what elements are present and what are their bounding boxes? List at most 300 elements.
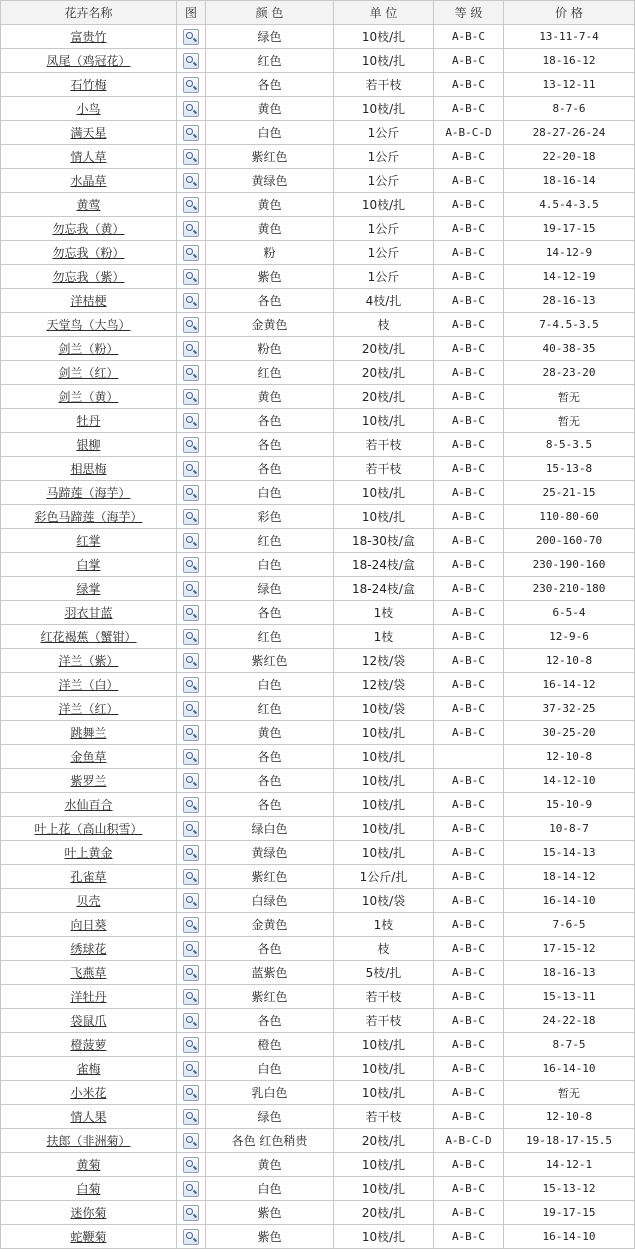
price-cell: 13-11-7-4 — [504, 25, 635, 49]
flower-name-link[interactable]: 叶上花（高山积雪） — [34, 822, 143, 836]
color-cell: 乳白色 — [206, 1081, 334, 1105]
magnifier-icon[interactable] — [183, 53, 199, 69]
magnifier-icon[interactable] — [183, 1133, 199, 1149]
color-cell: 各色 — [206, 1009, 334, 1033]
magnifier-icon[interactable] — [183, 173, 199, 189]
flower-name-link[interactable]: 叶上黄金 — [64, 846, 113, 860]
grade-cell: A-B-C — [434, 865, 504, 889]
magnifier-icon[interactable] — [183, 1229, 199, 1245]
flower-name-link[interactable]: 满天星 — [70, 126, 107, 140]
color-cell: 彩色 — [206, 505, 334, 529]
flower-name-link[interactable]: 情人草 — [70, 150, 107, 164]
magnifier-icon[interactable] — [183, 965, 199, 981]
table-row — [1, 25, 635, 49]
magnifier-icon[interactable] — [183, 821, 199, 837]
view-image-cell — [177, 457, 206, 481]
flower-name-link[interactable]: 勿忘我（粉） — [52, 246, 125, 260]
magnifier-icon[interactable] — [183, 101, 199, 117]
price-cell: 6-5-4 — [504, 601, 635, 625]
color-cell: 橙色 — [206, 1033, 334, 1057]
flower-name-link[interactable]: 石竹梅 — [70, 78, 107, 92]
price-cell: 28-16-13 — [504, 289, 635, 313]
color-cell: 紫红色 — [206, 985, 334, 1009]
price-cell: 18-16-13 — [504, 961, 635, 985]
magnifier-icon[interactable] — [183, 413, 199, 429]
table-row — [1, 865, 635, 889]
view-image-cell — [177, 265, 206, 289]
unit-cell: 1枝 — [334, 625, 434, 649]
color-cell: 粉 — [206, 241, 334, 265]
view-image-cell — [177, 169, 206, 193]
view-image-cell — [177, 481, 206, 505]
flower-name-link[interactable]: 飞燕草 — [70, 966, 107, 980]
price-cell: 16-14-10 — [504, 1225, 635, 1249]
magnifier-icon[interactable] — [183, 989, 199, 1005]
flower-name-link[interactable]: 红花褐蕉（蟹钳） — [40, 630, 137, 644]
magnifier-icon[interactable] — [183, 1205, 199, 1221]
price-cell: 暂无 — [504, 385, 635, 409]
table-row — [1, 265, 635, 289]
view-image-cell — [177, 649, 206, 673]
unit-cell: 10枝/扎 — [334, 97, 434, 121]
flower-name-cell — [1, 985, 177, 1009]
flower-name-link[interactable]: 扶郎（非洲菊） — [46, 1134, 131, 1148]
price-cell: 12-9-6 — [504, 625, 635, 649]
unit-cell: 1枝 — [334, 913, 434, 937]
unit-cell: 10枝/扎 — [334, 793, 434, 817]
magnifier-icon[interactable] — [183, 461, 199, 477]
color-cell: 金黄色 — [206, 913, 334, 937]
grade-cell: A-B-C — [434, 265, 504, 289]
grade-cell: A-B-C — [434, 289, 504, 313]
view-image-cell — [177, 193, 206, 217]
view-image-cell — [177, 49, 206, 73]
view-image-cell — [177, 625, 206, 649]
unit-cell: 若干枝 — [334, 457, 434, 481]
view-image-cell — [177, 1009, 206, 1033]
flower-name-link[interactable]: 小鸟 — [76, 102, 101, 116]
color-cell: 紫红色 — [206, 649, 334, 673]
color-cell: 各色 — [206, 73, 334, 97]
grade-cell: A-B-C — [434, 1225, 504, 1249]
table-row — [1, 937, 635, 961]
price-cell: 200-160-70 — [504, 529, 635, 553]
flower-name-link[interactable]: 富贵竹 — [70, 30, 107, 44]
flower-name-link[interactable]: 天堂鸟（大鸟） — [46, 318, 131, 332]
price-cell: 8-5-3.5 — [504, 433, 635, 457]
table-row — [1, 769, 635, 793]
flower-name-link[interactable]: 银柳 — [76, 438, 101, 452]
color-cell: 各色 红色稍贵 — [206, 1129, 334, 1153]
color-cell: 绿色 — [206, 25, 334, 49]
magnifier-icon[interactable] — [183, 869, 199, 885]
flower-name-cell — [1, 193, 177, 217]
view-image-cell — [177, 673, 206, 697]
view-image-cell — [177, 1201, 206, 1225]
unit-cell: 1公斤 — [334, 145, 434, 169]
magnifier-icon[interactable] — [183, 341, 199, 357]
flower-name-cell — [1, 25, 177, 49]
table-row — [1, 481, 635, 505]
view-image-cell — [177, 769, 206, 793]
flower-name-link[interactable]: 剑兰（黄） — [58, 390, 119, 404]
flower-name-link[interactable]: 马蹄莲（海芋） — [46, 486, 131, 500]
table-row — [1, 313, 635, 337]
flower-name-cell — [1, 385, 177, 409]
color-cell: 黄色 — [206, 1153, 334, 1177]
unit-cell: 10枝/扎 — [334, 193, 434, 217]
price-cell: 15-13-11 — [504, 985, 635, 1009]
unit-cell: 1公斤 — [334, 217, 434, 241]
unit-cell: 10枝/袋 — [334, 697, 434, 721]
flower-name-cell — [1, 1081, 177, 1105]
table-row — [1, 385, 635, 409]
flower-name-link[interactable]: 洋牡丹 — [70, 990, 107, 1004]
view-image-cell — [177, 409, 206, 433]
grade-cell: A-B-C — [434, 241, 504, 265]
unit-cell: 10枝/扎 — [334, 409, 434, 433]
view-image-cell — [177, 913, 206, 937]
view-image-cell — [177, 841, 206, 865]
grade-cell: A-B-C — [434, 409, 504, 433]
flower-name-cell — [1, 457, 177, 481]
unit-cell: 10枝/扎 — [334, 481, 434, 505]
magnifier-icon[interactable] — [183, 269, 199, 285]
magnifier-icon[interactable] — [183, 389, 199, 405]
flower-name-link[interactable]: 迷你菊 — [70, 1206, 107, 1220]
flower-name-cell — [1, 937, 177, 961]
magnifier-icon[interactable] — [183, 701, 199, 717]
flower-name-link[interactable]: 紫罗兰 — [70, 774, 107, 788]
flower-name-link[interactable]: 袋鼠爪 — [70, 1014, 107, 1028]
magnifier-icon[interactable] — [183, 1013, 199, 1029]
view-image-cell — [177, 1225, 206, 1249]
price-cell: 暂无 — [504, 409, 635, 433]
flower-name-link[interactable]: 跳舞兰 — [70, 726, 107, 740]
flower-name-cell — [1, 1225, 177, 1249]
magnifier-icon[interactable] — [183, 1181, 199, 1197]
table-row — [1, 289, 635, 313]
flower-name-link[interactable]: 勿忘我（黄） — [52, 222, 125, 236]
view-image-cell — [177, 721, 206, 745]
color-cell: 各色 — [206, 409, 334, 433]
magnifier-icon[interactable] — [183, 293, 199, 309]
flower-name-link[interactable]: 剑兰（粉） — [58, 342, 119, 356]
flower-name-link[interactable]: 孔雀草 — [70, 870, 107, 884]
color-cell: 红色 — [206, 529, 334, 553]
magnifier-icon[interactable] — [183, 317, 199, 333]
grade-cell: A-B-C — [434, 625, 504, 649]
grade-cell: A-B-C — [434, 1201, 504, 1225]
flower-name-link[interactable]: 相思梅 — [70, 462, 107, 476]
flower-name-cell — [1, 481, 177, 505]
table-row — [1, 793, 635, 817]
unit-cell: 若干枝 — [334, 433, 434, 457]
flower-name-cell — [1, 841, 177, 865]
unit-cell: 若干枝 — [334, 73, 434, 97]
flower-name-link[interactable]: 洋桔梗 — [70, 294, 107, 308]
grade-cell: A-B-C — [434, 97, 504, 121]
table-row — [1, 1153, 635, 1177]
price-cell: 230-190-160 — [504, 553, 635, 577]
grade-cell: A-B-C — [434, 361, 504, 385]
flower-name-cell — [1, 1057, 177, 1081]
table-row — [1, 745, 635, 769]
price-cell: 230-210-180 — [504, 577, 635, 601]
color-cell: 红色 — [206, 697, 334, 721]
flower-name-link[interactable]: 牡丹 — [76, 414, 101, 428]
magnifier-icon[interactable] — [183, 29, 199, 45]
flower-name-cell — [1, 337, 177, 361]
header-grade: 等 级 — [434, 1, 504, 25]
grade-cell: A-B-C — [434, 1009, 504, 1033]
table-row — [1, 649, 635, 673]
flower-name-cell — [1, 793, 177, 817]
magnifier-icon[interactable] — [183, 221, 199, 237]
flower-name-link[interactable]: 勿忘我（紫） — [52, 270, 125, 284]
flower-name-link[interactable]: 白掌 — [76, 558, 101, 572]
unit-cell: 20枝/扎 — [334, 1201, 434, 1225]
flower-name-link[interactable]: 洋兰（紫） — [58, 654, 119, 668]
flower-name-cell — [1, 409, 177, 433]
price-cell: 19-17-15 — [504, 217, 635, 241]
table-row — [1, 1201, 635, 1225]
magnifier-icon[interactable] — [183, 1157, 199, 1173]
grade-cell: A-B-C — [434, 769, 504, 793]
color-cell: 白色 — [206, 121, 334, 145]
grade-cell: A-B-C — [434, 49, 504, 73]
flower-name-cell — [1, 1033, 177, 1057]
price-cell: 24-22-18 — [504, 1009, 635, 1033]
flower-name-cell — [1, 73, 177, 97]
grade-cell: A-B-C — [434, 913, 504, 937]
price-cell: 110-80-60 — [504, 505, 635, 529]
magnifier-icon[interactable] — [183, 677, 199, 693]
header-price: 价 格 — [504, 1, 635, 25]
view-image-cell — [177, 337, 206, 361]
flower-name-link[interactable]: 绣球花 — [70, 942, 107, 956]
grade-cell: A-B-C — [434, 793, 504, 817]
flower-name-link[interactable]: 橙菠萝 — [70, 1038, 107, 1052]
flower-name-cell — [1, 577, 177, 601]
color-cell: 各色 — [206, 457, 334, 481]
color-cell: 紫色 — [206, 265, 334, 289]
flower-name-link[interactable]: 红掌 — [76, 534, 101, 548]
magnifier-icon[interactable] — [183, 149, 199, 165]
flower-name-link[interactable]: 洋兰（白） — [58, 678, 119, 692]
magnifier-icon[interactable] — [183, 1061, 199, 1077]
magnifier-icon[interactable] — [183, 605, 199, 621]
table-row — [1, 577, 635, 601]
flower-name-link[interactable]: 金鱼草 — [70, 750, 107, 764]
magnifier-icon[interactable] — [183, 893, 199, 909]
view-image-cell — [177, 1081, 206, 1105]
magnifier-icon[interactable] — [183, 749, 199, 765]
table-row — [1, 73, 635, 97]
flower-name-link[interactable]: 白菊 — [76, 1182, 101, 1196]
table-row — [1, 913, 635, 937]
table-row — [1, 697, 635, 721]
color-cell: 各色 — [206, 745, 334, 769]
color-cell: 黄色 — [206, 217, 334, 241]
flower-name-cell — [1, 889, 177, 913]
flower-name-cell — [1, 913, 177, 937]
unit-cell: 10枝/扎 — [334, 25, 434, 49]
flower-name-cell — [1, 817, 177, 841]
view-image-cell — [177, 73, 206, 97]
color-cell: 白绿色 — [206, 889, 334, 913]
view-image-cell — [177, 601, 206, 625]
unit-cell: 1公斤 — [334, 241, 434, 265]
color-cell: 各色 — [206, 289, 334, 313]
view-image-cell — [177, 793, 206, 817]
price-cell: 14-12-19 — [504, 265, 635, 289]
grade-cell: A-B-C — [434, 1081, 504, 1105]
flower-name-cell — [1, 433, 177, 457]
view-image-cell — [177, 1153, 206, 1177]
flower-name-link[interactable]: 彩色马蹄莲（海芋） — [34, 510, 143, 524]
unit-cell: 若干枝 — [334, 985, 434, 1009]
magnifier-icon[interactable] — [183, 125, 199, 141]
view-image-cell — [177, 121, 206, 145]
table-row — [1, 121, 635, 145]
flower-name-link[interactable]: 绿掌 — [76, 582, 101, 596]
flower-name-link[interactable]: 雀梅 — [76, 1062, 101, 1076]
price-cell: 19-17-15 — [504, 1201, 635, 1225]
view-image-cell — [177, 313, 206, 337]
flower-name-link[interactable]: 水晶草 — [70, 174, 107, 188]
grade-cell: A-B-C — [434, 505, 504, 529]
magnifier-icon[interactable] — [183, 509, 199, 525]
table-row — [1, 817, 635, 841]
price-cell: 17-15-12 — [504, 937, 635, 961]
magnifier-icon[interactable] — [183, 557, 199, 573]
unit-cell: 1公斤 — [334, 121, 434, 145]
table-row — [1, 841, 635, 865]
flower-name-link[interactable]: 洋兰（红） — [58, 702, 119, 716]
unit-cell: 18-30枝/盒 — [334, 529, 434, 553]
view-image-cell — [177, 1177, 206, 1201]
magnifier-icon[interactable] — [183, 581, 199, 597]
flower-name-cell — [1, 1105, 177, 1129]
grade-cell: A-B-C — [434, 481, 504, 505]
color-cell: 金黄色 — [206, 313, 334, 337]
view-image-cell — [177, 217, 206, 241]
header-unit: 单 位 — [334, 1, 434, 25]
view-image-cell — [177, 985, 206, 1009]
view-image-cell — [177, 385, 206, 409]
view-image-cell — [177, 937, 206, 961]
view-image-cell — [177, 865, 206, 889]
price-cell: 12-10-8 — [504, 745, 635, 769]
price-cell: 16-14-10 — [504, 889, 635, 913]
view-image-cell — [177, 433, 206, 457]
grade-cell: A-B-C — [434, 817, 504, 841]
magnifier-icon[interactable] — [183, 653, 199, 669]
view-image-cell — [177, 577, 206, 601]
header-color: 颜 色 — [206, 1, 334, 25]
table-row — [1, 721, 635, 745]
flower-name-link[interactable]: 情人果 — [70, 1110, 107, 1124]
magnifier-icon[interactable] — [183, 365, 199, 381]
color-cell: 紫色 — [206, 1225, 334, 1249]
flower-name-link[interactable]: 贝壳 — [76, 894, 101, 908]
table-row — [1, 241, 635, 265]
flower-name-link[interactable]: 小米花 — [70, 1086, 107, 1100]
color-cell: 黄色 — [206, 193, 334, 217]
magnifier-icon[interactable] — [183, 77, 199, 93]
flower-name-link[interactable]: 黄莺 — [76, 198, 101, 212]
table-row — [1, 1057, 635, 1081]
color-cell: 绿白色 — [206, 817, 334, 841]
flower-name-link[interactable]: 水仙百合 — [64, 798, 113, 812]
unit-cell: 10枝/扎 — [334, 1225, 434, 1249]
view-image-cell — [177, 97, 206, 121]
color-cell: 黄色 — [206, 97, 334, 121]
color-cell: 绿色 — [206, 1105, 334, 1129]
flower-name-link[interactable]: 蛇鞭菊 — [70, 1230, 107, 1244]
magnifier-icon[interactable] — [183, 797, 199, 813]
grade-cell: A-B-C-D — [434, 1129, 504, 1153]
table-row — [1, 217, 635, 241]
table-row — [1, 985, 635, 1009]
grade-cell: A-B-C — [434, 841, 504, 865]
magnifier-icon[interactable] — [183, 629, 199, 645]
grade-cell: A-B-C — [434, 961, 504, 985]
price-cell: 28-23-20 — [504, 361, 635, 385]
flower-name-cell — [1, 217, 177, 241]
grade-cell: A-B-C — [434, 1153, 504, 1177]
flower-name-link[interactable]: 羽衣甘蓝 — [64, 606, 113, 620]
magnifier-icon[interactable] — [183, 1037, 199, 1053]
color-cell: 白色 — [206, 1177, 334, 1201]
flower-name-link[interactable]: 向日葵 — [70, 918, 107, 932]
magnifier-icon[interactable] — [183, 533, 199, 549]
flower-name-link[interactable]: 剑兰（红） — [58, 366, 119, 380]
table-row — [1, 1177, 635, 1201]
magnifier-icon[interactable] — [183, 941, 199, 957]
price-cell: 15-10-9 — [504, 793, 635, 817]
magnifier-icon[interactable] — [183, 1085, 199, 1101]
grade-cell: A-B-C — [434, 217, 504, 241]
price-cell: 15-13-8 — [504, 457, 635, 481]
flower-name-link[interactable]: 黄菊 — [76, 1158, 101, 1172]
unit-cell: 10枝/扎 — [334, 769, 434, 793]
flower-name-cell — [1, 169, 177, 193]
magnifier-icon[interactable] — [183, 437, 199, 453]
price-cell: 8-7-6 — [504, 97, 635, 121]
magnifier-icon[interactable] — [183, 845, 199, 861]
table-row — [1, 169, 635, 193]
magnifier-icon[interactable] — [183, 245, 199, 261]
price-cell: 14-12-1 — [504, 1153, 635, 1177]
flower-name-cell — [1, 1177, 177, 1201]
magnifier-icon[interactable] — [183, 773, 199, 789]
price-cell: 18-16-14 — [504, 169, 635, 193]
magnifier-icon[interactable] — [183, 1109, 199, 1125]
magnifier-icon[interactable] — [183, 725, 199, 741]
magnifier-icon[interactable] — [183, 197, 199, 213]
unit-cell: 20枝/扎 — [334, 361, 434, 385]
magnifier-icon[interactable] — [183, 917, 199, 933]
price-cell: 12-10-8 — [504, 649, 635, 673]
price-cell: 40-38-35 — [504, 337, 635, 361]
flower-name-link[interactable]: 凤尾（鸡冠花） — [46, 54, 131, 68]
price-cell: 7-6-5 — [504, 913, 635, 937]
flower-name-cell — [1, 625, 177, 649]
magnifier-icon[interactable] — [183, 485, 199, 501]
table-row — [1, 1225, 635, 1249]
